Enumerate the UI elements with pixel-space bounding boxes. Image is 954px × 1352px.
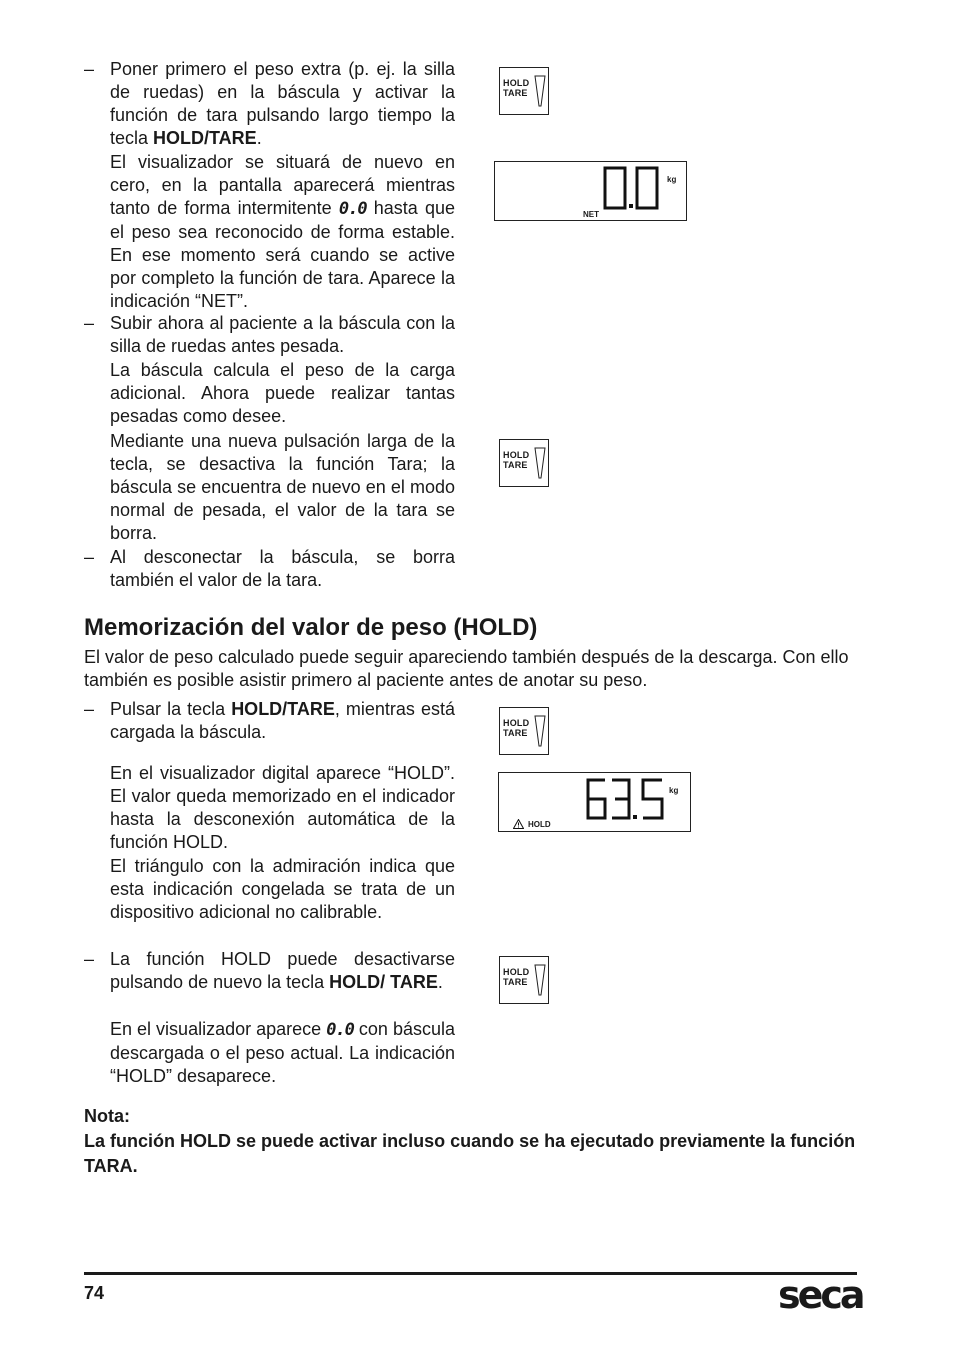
key-label: HOLD <box>503 78 530 88</box>
key-label: TARE <box>503 977 528 987</box>
key-name: HOLD/TARE <box>153 128 257 148</box>
section-heading: Memorización del valor de peso (HOLD) <box>84 614 538 641</box>
finger-press-icon <box>534 74 546 108</box>
paragraph-tare-display <box>110 151 455 313</box>
finger-press-icon <box>534 714 546 748</box>
key-name: HOLD/ TARE <box>329 972 438 992</box>
finger-press-icon <box>534 963 546 997</box>
list-dash: – <box>84 949 95 969</box>
lcd-display-hold <box>498 772 691 832</box>
key-label: HOLD <box>503 718 530 728</box>
unit-label: kg <box>669 786 679 795</box>
text: , mientras está cargada la báscula. <box>110 699 455 742</box>
paragraph-tare-step1 <box>110 58 455 150</box>
key-label: HOLD <box>503 967 530 977</box>
footer-rule <box>84 1272 857 1275</box>
paragraph-triangle: El triángulo con la admiración indica que esta indicación congelada se trata de un dispositivo adicional no calibrable. <box>110 856 455 922</box>
key-label: TARE <box>503 88 528 98</box>
seca-logo: seca <box>778 1273 863 1317</box>
text: Pulsar la tecla <box>110 699 232 719</box>
warning-triangle-icon <box>513 819 524 829</box>
list-dash: – <box>84 547 95 567</box>
hold-tare-key-icon <box>499 439 549 487</box>
finger-press-icon <box>534 446 546 480</box>
note-text: La función HOLD se puede activar incluso cuando se ha ejecutado previamente la función TARA. <box>84 1131 856 1176</box>
text: con báscula descargada o el peso actual. La indicación “HOLD” desaparece. <box>110 1019 455 1086</box>
list-dash: – <box>84 59 95 79</box>
text: La función HOLD puede desactivarse pulsando de nuevo la tecla <box>110 949 455 992</box>
text: . <box>437 972 443 992</box>
text: En el visualizador aparece <box>110 1019 327 1039</box>
paragraph-deactivate-hold <box>110 948 455 994</box>
paragraph-press-hold <box>110 698 455 744</box>
text: Poner primero el peso extra (p. ej. la silla de ruedas) en la báscula y activar la función de tara pulsando largo tiempo la tecla <box>110 59 455 148</box>
paragraph-calc: La báscula calcula el peso de la carga adicional. Ahora puede realizar tantas pesadas como desee. <box>110 360 455 426</box>
paragraph-hold-display: En el visualizador digital aparece “HOLD”. El valor queda memorizado en el indicador hasta la desconexión automática de la función HOLD. <box>110 763 455 852</box>
lcd-digits <box>603 166 663 210</box>
paragraph-display-zero <box>110 1018 455 1088</box>
paragraph-deactivate: Mediante una nueva pulsación larga de la tecla, se desactiva la función Tara; la báscula se encuentra de nuevo en el modo normal de pesada, el valor de la tara se borra. <box>110 431 455 543</box>
hold-tare-key-icon <box>499 67 549 115</box>
text: hasta que el peso sea reconocido de forma estable. En ese momento será cuando se active por completo la función de tara. Aparece la indicación “NET”. <box>110 198 455 311</box>
text: . <box>256 128 262 148</box>
key-label: TARE <box>503 728 528 738</box>
list-dash: – <box>84 699 95 719</box>
hold-tare-key-icon <box>499 956 549 1004</box>
hold-tare-key-icon <box>499 707 549 755</box>
list-dash: – <box>84 313 95 333</box>
key-name: HOLD/TARE <box>231 699 335 719</box>
key-label: HOLD <box>503 450 530 460</box>
key-label: TARE <box>503 460 528 470</box>
inline-display-value: 0.0 <box>326 1020 354 1040</box>
inline-display-value: 0.0 <box>338 199 367 219</box>
unit-label: kg <box>667 175 677 184</box>
note-title: Nota: <box>84 1106 130 1126</box>
intro-paragraph: El valor de peso calculado puede seguir apareciendo también después de la descarga. Con ello también es posible asistir primero al paciente antes de anotar su peso. <box>84 647 849 690</box>
page-number: 74 <box>84 1283 105 1303</box>
paragraph-switch-off: Al desconectar la báscula, se borra también el valor de la tara. <box>110 547 455 590</box>
paragraph-patient-step: Subir ahora al paciente a la báscula con la silla de ruedas antes pesada. <box>110 313 455 356</box>
lcd-display-net <box>494 161 687 221</box>
lcd-digits <box>585 777 669 821</box>
net-indicator: NET <box>583 210 599 219</box>
hold-indicator: HOLD <box>528 820 551 829</box>
text: El visualizador se situará de nuevo en cero, en la pantalla aparecerá mientras tanto de forma intermitente <box>110 152 455 218</box>
